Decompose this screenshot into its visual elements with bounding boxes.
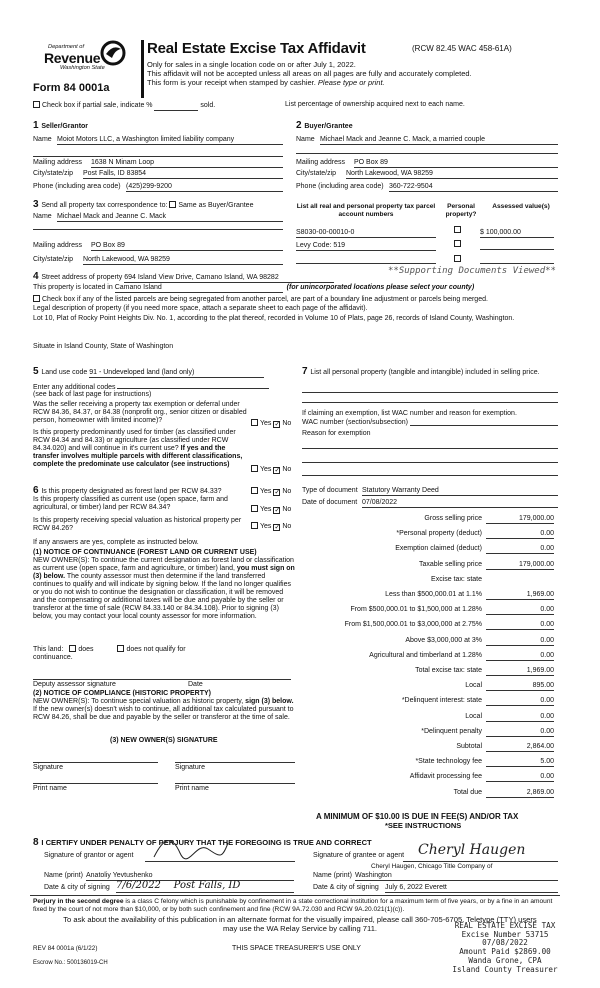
dept-line: Department of (48, 44, 85, 50)
seller-phone-label: Phone (including area code) (33, 183, 121, 190)
grantee-signature-caption: Cheryl Haugen, Chicago Title Company of (371, 863, 493, 870)
exemption-question: Was the seller receiving a property tax exemption or deferral under RCW 84.36, 84.37, or 84.38 (nonprofit org., senior citizen or disabled person, homeowner with limited income)? (33, 401, 247, 425)
forest-no-checkbox[interactable]: ✓ (274, 489, 281, 496)
dor-logo-icon (100, 40, 126, 66)
doc-date-field[interactable]: 07/08/2022 (362, 499, 558, 508)
segregated-row (33, 295, 563, 304)
tax-row-value[interactable]: 2,864.00 (486, 743, 554, 752)
seller-city-label: City/state/zip (33, 170, 74, 177)
tax-row-value[interactable]: 179,000.00 (486, 515, 554, 524)
tax-row-value[interactable]: 0.00 (486, 728, 554, 737)
wac-field[interactable] (410, 419, 558, 426)
tax-row-label: Excise tax: state (431, 575, 482, 583)
additional-codes-field[interactable] (117, 382, 269, 389)
exemption-claim-label: If claiming an exemption, list WAC number and reason for exemption. (302, 410, 517, 417)
parcel-row-1 (296, 229, 436, 238)
street-address-row: 4 Street address of property 694 Island View Drive, Camano Island, WA 98282 (33, 271, 334, 283)
same-as-buyer-label: Same as Buyer/Grantee (178, 202, 254, 209)
assessed-value-1[interactable]: $ 100,000.00 (480, 229, 554, 238)
buyer-address-row (296, 159, 558, 167)
additional-codes-label: Enter any additional codes (33, 384, 116, 391)
tax-row-value[interactable]: 0.00 (486, 606, 554, 615)
current-use-yes-checkbox[interactable] (251, 505, 258, 512)
grantor-name-field[interactable]: Anatoliy Yevtushenko (86, 872, 294, 881)
doc-date-row: Date of document 07/08/2022 (302, 499, 558, 507)
seller-name-field[interactable]: Moiot Motors LLC, a Washington limited liability company (57, 136, 283, 145)
tax-row-label: Gross selling price (424, 515, 482, 522)
assessed-value-2[interactable] (480, 249, 554, 250)
grantee-signature: Cheryl Haugen (418, 842, 526, 858)
located-row (33, 284, 558, 293)
assessed-col-header: Assessed value(s) (492, 203, 550, 210)
see-back-note: (see back of last page for instructions) (33, 391, 152, 398)
tax-row-label: *Personal property (deduct) (396, 530, 482, 538)
grantee-date-row: Date & city of signing July 6, 2022 Everett (313, 884, 558, 892)
dept-name: Revenue (44, 49, 101, 66)
seller-name-row (33, 136, 283, 144)
same-as-buyer-checkbox[interactable] (169, 201, 176, 208)
located-field[interactable]: Camano Island (115, 284, 283, 293)
correspondence-row: 3 Send all property tax correspondence to: Same as Buyer/Grantee (33, 199, 254, 210)
current-use-question: Is this property classified as current use (open space, farm and agricultural, or timber) land per RCW 84.34? (33, 496, 228, 512)
buyer-address-field[interactable]: PO Box 89 (354, 159, 558, 168)
tax-row-value[interactable]: 0.00 (486, 773, 554, 782)
land-use-field[interactable]: 91 - Undeveloped land (land only) (89, 369, 264, 378)
tax-row-value[interactable]: 0.00 (486, 697, 554, 706)
tax-row-label: Local (465, 712, 482, 720)
minimum-fee-note: A MINIMUM OF $10.00 IS DUE IN FEE(S) AND/OR TAX (316, 812, 519, 821)
personal-property-checkbox-2[interactable] (454, 240, 461, 247)
located-label: This property is located in (33, 284, 113, 291)
perjury-notice: Perjury in the second degree is a class C felony which is punishable by confinement in a state correctional institution for a maximum term of five years, or by a fine in an amount fixed by the court of not more than $10,000, or by both such confinement and fine (RCW 9A.72.030 and RCW 9A.20.021(1)(c)). (33, 898, 553, 913)
tax-row-value[interactable]: 2,869.00 (486, 789, 554, 798)
personal-col-header: Personal property? (445, 203, 477, 218)
header-line-1: Only for sales in a single location code on or after July 1, 2022. (147, 60, 356, 69)
owner-print-label-1: Print name (33, 785, 67, 792)
alternate-format-note: To ask about the availability of this publication in an alternate format for the visually impaired, please call 360-705-6705. Teletype (TTY) users may use the WA Relay Service by calling 711. (63, 915, 537, 933)
corr-city-row (33, 256, 283, 264)
continuance-notice: (1) NOTICE OF CONTINUANCE (FOREST LAND OR CURRENT USE) NEW OWNER(S): To continue the current designation as forest land or classification as current use (open space, farm and agriculture, or timber) land, you must sign on (3) below. The county assessor must then determine if the land transferred continues to qualify and will indicate by signing below. If the land no longer qualifies or you do not wish to continue the designation or classification, it will be removed and the compensating or additional taxes will be due and payable by the seller or transferor at the time of sale (RCW 84.33.140 or 84.34.108). Prior to signing (3) below, you may contact your local county assessor for more information. (33, 549, 295, 621)
parcel-number-1[interactable]: S8030-00-00010-0 (296, 229, 436, 238)
page-title: Real Estate Excise Tax Affidavit (147, 40, 366, 57)
tax-row-value[interactable]: 1,969.00 (486, 591, 554, 600)
grantee-name-field[interactable]: Washington (355, 872, 558, 881)
buyer-city-row (296, 170, 558, 178)
seller-heading: 1 Seller/Grantor (33, 120, 89, 131)
tax-row-label: Exemption claimed (deduct) (395, 545, 482, 553)
personal-property-list: 7 List all personal property (tangible and intangible) included in selling price. (302, 366, 540, 377)
corr-name-label: Name (33, 213, 52, 220)
current-use-no-checkbox[interactable]: ✓ (274, 507, 281, 514)
forest-yes-checkbox[interactable] (251, 487, 258, 494)
grantor-signature-label: Signature of grantor or agent (44, 852, 134, 859)
rcw-reference: (RCW 82.45 WAC 458-61A) (412, 44, 512, 53)
tax-row-value[interactable]: 0.00 (486, 621, 554, 630)
grantor-name-row: Name (print) Anatoliy Yevtushenko (44, 872, 294, 880)
wac-row: WAC number (section/subsection) (302, 419, 558, 427)
tax-row-label: Total excise tax: state (415, 667, 482, 674)
land-use-row: 5 Land use code 91 - Undeveloped land (land only) (33, 366, 291, 378)
segregated-label: Check box if any of the listed parcels are being segregated from another parcel, are part of a boundary line adjustment or parcels being merged. (42, 296, 488, 303)
tax-row-label: Subtotal (456, 743, 482, 750)
see-instructions: *SEE INSTRUCTIONS (385, 821, 462, 830)
does-qualify-checkbox[interactable] (69, 645, 76, 652)
seller-address-label: Mailing address (33, 159, 83, 166)
tax-row-label: Agricultural and timberland at 1.28% (369, 651, 482, 659)
doc-type-row: Type of document Statutory Warranty Deed (302, 487, 558, 495)
tax-row-label: Affidavit processing fee (409, 773, 482, 781)
tax-row-value[interactable]: 895.00 (486, 682, 554, 691)
forest-yes-no: Yes ✓ No (251, 487, 291, 496)
historic-question: Is this property receiving special valuation as historical property per RCW 84.26? (33, 517, 242, 533)
parcel-row-2 (296, 242, 436, 251)
tax-row-label: Local (465, 682, 482, 690)
qualify-row: This land: does does not qualify for (33, 646, 186, 653)
header-line-3-em: Please type or print. (317, 78, 385, 87)
new-owner-signature-head: (3) NEW OWNER(S) SIGNATURE (110, 737, 218, 744)
escrow-number: Escrow No.: 500136019-CH (33, 960, 108, 966)
partial-sale-label: Check box if partial sale, indicate % (42, 102, 153, 109)
deputy-signature-label: Deputy assessor signature (33, 681, 116, 688)
personal-property-checkbox-3[interactable] (454, 255, 461, 262)
timber-yes-checkbox[interactable] (251, 465, 258, 472)
exemption-no-checkbox[interactable]: ✓ (274, 421, 281, 428)
buyer-address-label: Mailing address (296, 159, 346, 166)
seller-phone-field[interactable]: (425)299-9200 (126, 183, 283, 192)
tax-row-label: Less than $500,000.01 at 1.1% (385, 591, 482, 598)
historic-yes-checkbox[interactable] (251, 522, 258, 529)
parcel-col-header: List all real and personal property tax parcel account numbers (296, 203, 436, 218)
tax-row-label: From $1,500,000.01 to $3,000,000 at 2.75% (344, 621, 482, 629)
tax-row-value[interactable]: 0.00 (486, 530, 554, 539)
tax-row-value[interactable]: 179,000.00 (486, 561, 554, 570)
correspondence-label: Send all property tax correspondence to: (41, 202, 168, 209)
buyer-name-label: Name (296, 136, 315, 143)
buyer-heading: 2 Buyer/Grantee (296, 120, 353, 131)
personal-property-checkbox-1[interactable] (454, 226, 461, 233)
buyer-name-field[interactable]: Michael Mack and Jeanne C. Mack, a married couple (320, 136, 558, 145)
historic-yes-no: Yes ✓ No (251, 522, 291, 531)
situate-line: Situate in Island County, State of Washington (33, 343, 174, 350)
seller-name-label: Name (33, 136, 52, 143)
tax-row-value[interactable]: 0.00 (486, 545, 554, 554)
sold-label: sold. (200, 102, 216, 109)
seller-phone-row (33, 183, 283, 191)
buyer-city-field[interactable]: North Lakewood, WA 98259 (346, 170, 558, 179)
header-divider (141, 40, 144, 98)
doc-type-field[interactable]: Statutory Warranty Deed (362, 487, 558, 496)
continuance-word: continuance. (33, 654, 73, 661)
corr-address-row (33, 242, 283, 250)
certify-heading: 8 I CERTIFY UNDER PENALTY OF PERJURY THAT THE FOREGOING IS TRUE AND CORRECT (33, 837, 372, 848)
does-not-qualify-checkbox[interactable] (117, 645, 124, 652)
grantor-signature-scribble (150, 833, 230, 863)
land-use-label: Land use code (41, 369, 88, 376)
buyer-name-row (296, 136, 558, 144)
timber-no-checkbox[interactable]: ✓ (274, 467, 281, 474)
legal-description[interactable]: Lot 10, Plat of Rocky Point Heights Div. No. 1, according to the plat thereof, recorded in Volume 10 of Plats, page 26, records of Island County, Washington. (33, 315, 515, 322)
reason-label: Reason for exemption (302, 430, 371, 437)
levy-code[interactable]: Levy Code: 519 (296, 242, 436, 251)
tax-row-label: Above $3,000,000 at 3% (405, 636, 482, 644)
grantor-date-field[interactable]: 7/6/2022 Post Falls, ID (116, 880, 294, 893)
corr-name-field[interactable]: Michael Mack and Jeanne C. Mack (57, 213, 283, 222)
seller-address-row (33, 159, 283, 167)
header-line-3 (147, 79, 385, 88)
assessed-value-3[interactable] (480, 263, 554, 264)
grantee-date-field[interactable]: July 6, 2022 Everett (385, 884, 558, 893)
treasurer-use-only: THIS SPACE TREASURER'S USE ONLY (232, 945, 361, 952)
corr-address-label: Mailing address (33, 242, 83, 249)
if-yes-note: If any answers are yes, complete as instructed below. (33, 539, 199, 546)
exemption-yes-checkbox[interactable] (251, 419, 258, 426)
seller-city-row (33, 170, 283, 178)
timber-question: Is this property predominantly used for timber (as classified under RCW 84.34 and 84.33) or agriculture (as classified under RCW 84.34.020) and will continue in it's current use? If yes and the transfer involves multiple parcels with different classifications, complete the predominate use calculator (see instructions) (33, 429, 243, 469)
dor-logo (44, 44, 136, 71)
tax-row-value[interactable]: 0.00 (486, 637, 554, 646)
segregated-checkbox[interactable] (33, 295, 40, 302)
supporting-docs-watermark: **Supporting Documents Viewed** (388, 266, 556, 276)
tax-row-label: *State technology fee (415, 758, 482, 766)
grantee-name-row: Name (print) Washington (313, 872, 558, 880)
corr-address-field[interactable]: PO Box 89 (91, 242, 283, 251)
seller-heading-text: Seller/Grantor (41, 123, 89, 130)
forest-question: 6 Is this property designated as forest land per RCW 84.33? (33, 485, 222, 496)
corr-name-row (33, 213, 283, 221)
header-line-3-text: This form is your receipt when stamped by cashier. (147, 78, 316, 87)
treasurer-stamp: REAL ESTATE EXCISE TAX Excise Number 53715 07/08/2022 Amount Paid $2869.00 Wanda Grone, CPA Island County Treasurer (452, 921, 558, 974)
form-number: Form 84 0001a (33, 82, 110, 94)
tax-row-label: Total due (453, 788, 482, 796)
tax-row-label: Taxable selling price (418, 560, 482, 568)
deputy-date-label: Date (188, 681, 203, 688)
located-note: (for unincorporated locations please select your county) (286, 284, 475, 291)
tax-row-value[interactable]: 0.00 (486, 713, 554, 722)
street-address-label: Street address of property (41, 274, 123, 281)
exemption-yes-no: Yes ✓ No (251, 419, 291, 428)
dept-state: Washington State (60, 64, 105, 71)
street-address-field[interactable]: 694 Island View Drive, Camano Island, WA 98282 (124, 274, 334, 283)
historic-no-checkbox[interactable]: ✓ (274, 524, 281, 531)
tax-row-value[interactable]: 0.00 (486, 652, 554, 661)
compliance-notice: (2) NOTICE OF COMPLIANCE (HISTORIC PROPERTY) NEW OWNER(S): To continue special valuation as historic property, sign (3) below. If the new owner(s) doesn't wish to continue, all additional tax calculated pursuant to RCW 84.26, shall be due and payable by the seller or transferor at the time of sale. (33, 690, 294, 722)
owner-print-label-2: Print name (175, 785, 209, 792)
corr-city-label: City/state/zip (33, 256, 74, 263)
tax-row-label: From $500,000.01 to $1,500,000 at 1.28% (350, 606, 482, 614)
buyer-heading-text: Buyer/Grantee (304, 123, 353, 130)
ownership-note: List percentage of ownership acquired next to each name. (285, 101, 465, 108)
current-use-yes-no: Yes ✓ No (251, 505, 291, 514)
header-line-2: This affidavit will not be accepted unless all areas on all pages are fully and accurately completed. (147, 69, 472, 78)
seller-city-field[interactable]: Post Falls, ID 83854 (83, 170, 283, 179)
partial-sale-checkbox[interactable] (33, 101, 40, 108)
owner-signature-label-2: Signature (175, 764, 205, 771)
tax-row-label: *Delinquent penalty (421, 727, 482, 735)
tax-row-value[interactable]: 1,969.00 (486, 667, 554, 676)
owner-signature-label-1: Signature (33, 764, 63, 771)
tax-row-value[interactable]: 5.00 (486, 758, 554, 767)
buyer-phone-field[interactable]: 360-722-9504 (389, 183, 558, 192)
legal-label: Legal description of property (if you need more space, attach a separate sheet to each page of the affidavit). (33, 305, 368, 312)
tax-row-label: *Delinquent interest: state (401, 697, 482, 705)
grantee-signature-label: Signature of grantee or agent (313, 852, 405, 859)
rev-number: REV 84 0001a (6/1/22) (33, 945, 98, 952)
partial-sale-percent[interactable] (154, 102, 198, 111)
grantor-date-row: Date & city of signing 7/6/2022 Post Falls, ID (44, 884, 294, 892)
seller-address-field[interactable]: 1638 N Minam Loop (91, 159, 283, 168)
timber-yes-no: Yes ✓ No (251, 465, 291, 474)
corr-city-field[interactable]: North Lakewood, WA 98259 (83, 256, 283, 265)
buyer-city-label: City/state/zip (296, 170, 337, 177)
buyer-phone-row (296, 183, 558, 191)
partial-sale (33, 101, 215, 111)
buyer-phone-label: Phone (including area code) (296, 183, 384, 190)
